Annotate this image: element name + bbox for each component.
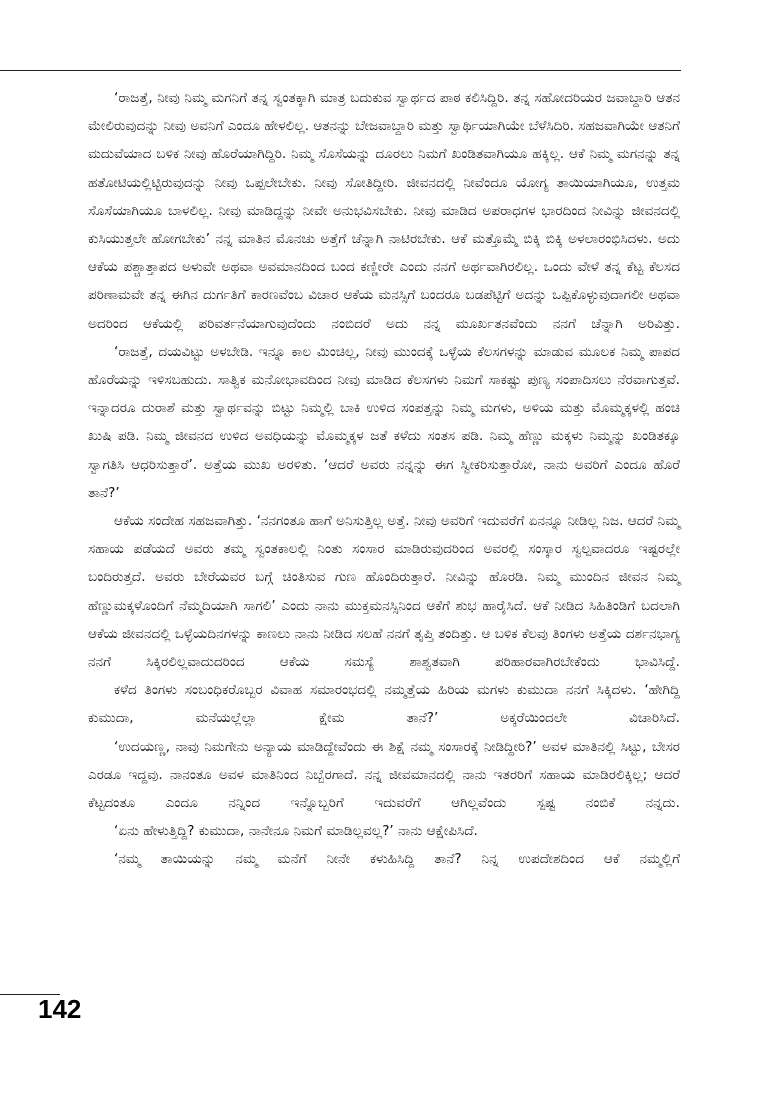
paragraph: ‘ನಮ್ಮ ತಾಯಿಯನ್ನು ನಮ್ಮ ಮನೆಗೆ ನೀನೇ ಕಳುಹಿಸಿದ್ದಿ ತಾನೆ? ನಿನ್ನ ಉಪದೇಶದಿಂದ ಆಕೆ ನಮ್ಮಲ್ಲಿಗೆ [114, 851, 680, 868]
paragraph: ‘ರಾಜತ್ತೆ, ನೀವು ನಿಮ್ಮ ಮಗನಿಗೆ ತನ್ನ ಸ್ವಂತಕ್ಕಾಗಿ ಮಾತ್ರ ಬದುಕುವ ಸ್ವಾರ್ಥದ ಪಾಠ ಕಲಿಸಿದ್ದಿರಿ. ತನ್ನ ಸಹೋದರಿಯರ ಜವಾಬ್ದಾರಿ ಆತನ ಮೇಲಿರುವುದನ್ನು ನೀವು ಅವನಿಗೆ ಎಂದೂ ಹೇಳಲಿಲ್ಲ. ಆತನನ್ನು ಬೇಜವಾಬ್ದಾರಿ ಮತ್ತು ಸ್ವಾರ್ಥಿಯಾಗಿಯೇ ಬೆಳೆಸಿದಿರಿ. ಸಹಜವಾಗಿಯೇ ಆತನಿಗೆ ಮದುವೆಯಾದ ಬಳಿಕ ನೀವು ಹೊರೆಯಾಗಿದ್ದಿರಿ. ನಿಮ್ಮ ಸೊಸೆಯನ್ನು ದೂರಲು ನಿಮಗೆ ಖಂಡಿತವಾಗಿಯೂ ಹಕ್ಕಿಲ್ಲ. ಆಕೆ ನಿಮ್ಮ ಮಗನನ್ನು ತನ್ನ ಹತೋಟಿಯಲ್ಲಿಟ್ಟಿರುವುದನ್ನು ನೀವು ಒಪ್ಪಲೇಬೇಕು. ನೀವು ಸೋತಿದ್ದೀರಿ. ಜೀವನದಲ್ಲಿ ನೀವೆಂದೂ ಯೋಗ್ಯ ತಾಯಿಯಾಗಿಯೂ, ಉತ್ತಮ ಸೊಸೆಯಾಗಿಯೂ ಬಾಳಲಿಲ್ಲ. ನೀವು ಮಾಡಿದ್ದನ್ನು ನೀವೇ ಅನುಭವಿಸಬೇಕು. ನೀವು ಮಾಡಿದ ಅಪರಾಧಗಳ ಭಾರದಿಂದ ನೀವಿನ್ನು ಜೀವನದಲ್ಲಿ ಕುಸಿಯುತ್ತಲೇ ಹೋಗಬೇಕು’ ನನ್ನ ಮಾತಿನ ಮೊನಚು ಅತ್ತೆಗೆ ಚೆನ್ನಾಗಿ ನಾಟಿರಬೇಕು. ಆಕೆ ಮತ್ತೊಮ್ಮೆ ಬಿಕ್ಕಿ ಬಿಕ್ಕಿ ಅಳಲಾರಂಭಿಸಿದಳು. ಅದು ಆಕೆಯ ಪಶ್ಚಾತ್ತಾಪದ ಅಳುವೇ ಅಥವಾ ಅವಮಾನದಿಂದ ಬಂದ ಕಣ್ಣೀರೇ ಎಂದು ನನಗೆ ಅರ್ಥವಾಗಿರಲಿಲ್ಲ. ಒಂದು ವೇಳೆ ತನ್ನ ಕೆಟ್ಟ ಕೆಲಸದ ಪರಿಣಾಮವೇ ತನ್ನ ಈಗಿನ ದುರ್ಗತಿಗೆ ಕಾರಣವೆಂಬ ವಿಚಾರ ಆಕೆಯ ಮನಸ್ಸಿಗೆ ಬಂದರೂ ಬಡಪೆಟ್ಟಿಗೆ ಅದನ್ನು ಒಪ್ಪಿಕೊಳ್ಳುವುದಾಗಲೀ ಅಥವಾ ಅದರಿಂದ ಆಕೆಯಲ್ಲಿ ಪರಿವರ್ತನೆಯಾಗುವುದೆಂದು ನಂಬಿದರೆ ಅದು ನನ್ನ ಮೂರ್ಖತನವೆಂದು ನನಗೆ ಚೆನ್ನಾಗಿ ಅರಿವಿತ್ತು. [88, 90, 680, 332]
header-rule [0, 70, 681, 71]
paragraph: ಕಳೆದ ತಿಂಗಳು ಸಂಬಂಧಿಕರೊಬ್ಬರ ವಿವಾಹ ಸಮಾರಂಭದಲ್ಲಿ ನಮ್ಮತ್ತೆಯ ಹಿರಿಯ ಮಗಳು ಕುಮುದಾ ನನಗೆ ಸಿಕ್ಕಿದಳು. ‘ಹೇಗಿದ್ದಿ ಕುಮುದಾ, ಮನೆಯಲ್ಲೆಲ್ಲಾ ಕ್ಷೇಮ ತಾನೆ?’ ಅಕ್ಕರೆಯಿಂದಲೇ ವಿಚಾರಿಸಿದೆ. [88, 682, 680, 727]
paragraph: ‘ಉದಯಣ್ಣ, ನಾವು ನಿಮಗೇನು ಅನ್ಯಾಯ ಮಾಡಿದ್ದೇವೆಂದು ಈ ಶಿಕ್ಷೆ ನಮ್ಮ ಸಂಸಾರಕ್ಕೆ ನೀಡಿದ್ದೀರಿ?’ ಅವಳ ಮಾತಿನಲ್ಲಿ ಸಿಟ್ಟು, ಬೇಸರ ಎರಡೂ ಇದ್ದವು. ನಾನಂತೂ ಅವಳ ಮಾತಿನಿಂದ ನಿಬ್ಬೆರಗಾದೆ. ನನ್ನ ಜೀವಮಾನದಲ್ಲಿ ನಾನು ಇತರರಿಗೆ ಸಹಾಯ ಮಾಡಿರಲಿಕ್ಕಿಲ್ಲ; ಆದರೆ ಕೆಟ್ಟದಂತೂ ಎಂದೂ ನನ್ನಿಂದ ಇನ್ನೊಬ್ಬರಿಗೆ ಇದುವರೆಗೆ ಆಗಿಲ್ಲವೆಂದು ಸ್ಪಷ್ಟ ನಂಬಿಕೆ ನನ್ನದು. [88, 738, 680, 812]
page-number: 142 [38, 994, 82, 1024]
page-body [88, 84, 680, 874]
paragraph: ಆಕೆಯ ಸಂದೇಹ ಸಹಜವಾಗಿತ್ತು. ‘ನನಗಂತೂ ಹಾಗೆ ಅನಿಸುತ್ತಿಲ್ಲ ಅತ್ತೆ. ನೀವು ಅವರಿಗೆ ಇದುವರೆಗೆ ಏನನ್ನೂ ನೀಡಿಲ್ಲ ನಿಜ. ಆದರೆ ನಿಮ್ಮ ಸಹಾಯ ಪಡೆಯದೆ ಅವರು ತಮ್ಮ ಸ್ವಂತಕಾಲಲ್ಲಿ ನಿಂತು ಸಂಸಾರ ಮಾಡಿರುವುದರಿಂದ ಅವರಲ್ಲಿ ಸಂಸ್ಕಾರ ಸ್ವಲ್ಪವಾದರೂ ಇಷ್ಟರಲ್ಲೇ ಬಂದಿರುತ್ತದೆ. ಅವರು ಬೇರೆಯವರ ಬಗ್ಗೆ ಚಿಂತಿಸುವ ಗುಣ ಹೊಂದಿರುತ್ತಾರೆ. ನೀವಿನ್ನು ಹೊರಡಿ. ನಿಮ್ಮ ಮುಂದಿನ ಜೀವನ ನಿಮ್ಮ ಹೆಣ್ಣುಮಕ್ಕಳೊಂದಿಗೆ ನೆಮ್ಮದಿಯಾಗಿ ಸಾಗಲಿ’ ಎಂದು ನಾನು ಮುಕ್ತಮನಸ್ಸಿನಿಂದ ಆಕೆಗೆ ಶುಭ ಹಾರೈಸಿದೆ. ಆಕೆ ನೀಡಿದ ಸಿಹಿತಿಂಡಿಗೆ ಬದಲಾಗಿ ಆಕೆಯ ಜೀವನದಲ್ಲಿ ಒಳ್ಳೆಯದಿನಗಳನ್ನು ಕಾಣಲು ನಾನು ನೀಡಿದ ಸಲಹೆ ನನಗೆ ತೃಪ್ತಿ ತಂದಿತ್ತು. ಆ ಬಳಿಕ ಕೆಲವು ತಿಂಗಳು ಅತ್ತೆಯ ದರ್ಶನಭಾಗ್ಯ ನನಗೆ ಸಿಕ್ಕಿರಲಿಲ್ಲವಾದುದರಿಂದ ಆಕೆಯ ಸಮಸ್ಯೆ ಶಾಶ್ವತವಾಗಿ ಪರಿಹಾರವಾಗಿರಬೇಕೆಂದು ಭಾವಿಸಿದ್ದೆ. [88, 513, 680, 671]
paragraph: ‘ಏನು ಹೇಳುತ್ತಿದ್ದಿ? ಕುಮುದಾ, ನಾನೇನೂ ನಿಮಗೆ ಮಾಡಿಲ್ಲವಲ್ಲ?’ ನಾನು ಆಕ್ಷೇಪಿಸಿದೆ. [114, 823, 478, 840]
paragraph: ‘ರಾಜತ್ತೆ, ದಯವಿಟ್ಟು ಅಳಬೇಡಿ. ಇನ್ನೂ ಕಾಲ ಮಿಂಚಿಲ್ಲ, ನೀವು ಮುಂದಕ್ಕೆ ಒಳ್ಳೆಯ ಕೆಲಸಗಳನ್ನು ಮಾಡುವ ಮೂಲಕ ನಿಮ್ಮ ಪಾಪದ ಹೊರೆಯನ್ನು ಇಳಿಸಬಹುದು. ಸಾತ್ವಿಕ ಮನೋಭಾವದಿಂದ ನೀವು ಮಾಡಿದ ಕೆಲಸಗಳು ನಿಮಗೆ ಸಾಕಷ್ಟು ಪುಣ್ಯ ಸಂಪಾದಿಸಲು ನೆರವಾಗುತ್ತವೆ. ಇನ್ನಾದರೂ ದುರಾಶೆ ಮತ್ತು ಸ್ವಾರ್ಥವನ್ನು ಬಿಟ್ಟು ನಿಮ್ಮಲ್ಲಿ ಬಾಕಿ ಉಳಿದ ಸಂಪತ್ತನ್ನು ನಿಮ್ಮ ಮಗಳು, ಅಳಿಯ ಮತ್ತು ಮೊಮ್ಮಕ್ಕಳಲ್ಲಿ ಹಂಚಿ ಖುಷಿ ಪಡಿ. ನಿಮ್ಮ ಜೀವನದ ಉಳಿದ ಅವಧಿಯನ್ನು ಮೊಮ್ಮಕ್ಕಳ ಜತೆ ಕಳೆದು ಸಂತಸ ಪಡಿ. ನಿಮ್ಮ ಹೆಣ್ಣು ಮಕ್ಕಳು ನಿಮ್ಮನ್ನು ಖಂಡಿತಕ್ಕೂ ಸ್ವಾಗತಿಸಿ ಆಧರಿಸುತ್ತಾರೆ’. ಅತ್ತೆಯ ಮುಖ ಅರಳಿತು. ‘ಆದರೆ ಅವರು ನನ್ನನ್ನು ಈಗ ಸ್ವೀಕರಿಸುತ್ತಾರೋ, ನಾನು ಅವರಿಗೆ ಎಂದೂ ಹೊರೆ ತಾನೆ?’ [88, 343, 680, 501]
